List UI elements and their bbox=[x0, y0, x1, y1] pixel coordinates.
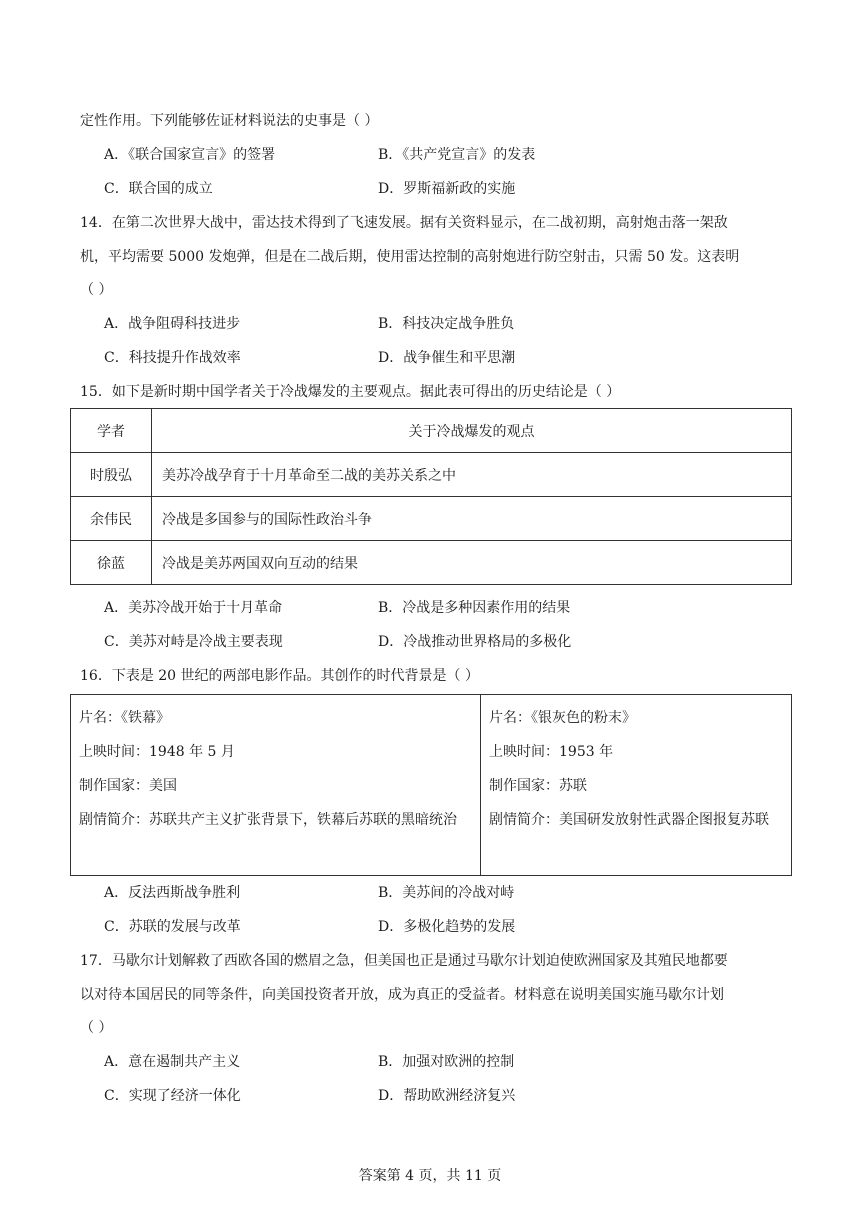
q17-option-c[interactable]: C．实现了经济一体化 bbox=[104, 1088, 241, 1104]
q15-table bbox=[70, 408, 792, 585]
q14-option-c[interactable]: C．科技提升作战效率 bbox=[104, 350, 241, 366]
q15-option-a[interactable]: A．美苏冷战开始于十月革命 bbox=[104, 600, 283, 616]
page-footer: 答案第 4 页，共 11 页 bbox=[358, 1168, 502, 1184]
table-row bbox=[71, 453, 792, 497]
film-release-date: 上映时间：1948 年 5 月 bbox=[79, 744, 235, 760]
q15-stem: 15．如下是新时期中国学者关于冷战爆发的主要观点。据此表可得出的历史结论是（ ） bbox=[80, 384, 621, 400]
q16-option-b[interactable]: B．美苏间的冷战对峙 bbox=[378, 885, 515, 901]
table-header-row bbox=[71, 409, 792, 453]
q14-stem-line-1: 14．在第二次世界大战中，雷达技术得到了飞速发展。据有关资料显示，在二战初期，高射炮击落一架敌 bbox=[80, 215, 728, 231]
q16-film-table bbox=[70, 694, 792, 876]
table-cell-viewpoint: 冷战是多国参与的国际性政治斗争 bbox=[152, 497, 792, 541]
table-cell-scholar: 余伟民 bbox=[71, 497, 152, 541]
table-cell-scholar: 徐蓝 bbox=[71, 541, 152, 585]
film-cell-silver-powder bbox=[481, 695, 791, 875]
q16-option-a[interactable]: A．反法西斯战争胜利 bbox=[104, 885, 241, 901]
q14-option-d[interactable]: D．战争催生和平思潮 bbox=[378, 350, 516, 366]
film-name: 片名：《银灰色的粉末》 bbox=[489, 710, 636, 726]
q16-option-d[interactable]: D．多极化趋势的发展 bbox=[378, 919, 516, 935]
film-cell-iron-curtain bbox=[71, 695, 481, 875]
table-cell-viewpoint: 美苏冷战孕育于十月革命至二战的美苏关系之中 bbox=[152, 453, 792, 497]
q14-stem-line-3: （ ） bbox=[80, 282, 113, 298]
q17-option-b[interactable]: B．加强对欧洲的控制 bbox=[378, 1054, 515, 1070]
q16-option-c[interactable]: C．苏联的发展与改革 bbox=[104, 919, 241, 935]
q17-option-d[interactable]: D．帮助欧洲经济复兴 bbox=[378, 1088, 516, 1104]
q17-stem-line-2: 以对待本国居民的同等条件，向美国投资者开放，成为真正的受益者。材料意在说明美国实施马歇尔计划 bbox=[80, 987, 724, 1003]
film-plot: 剧情简介：美国研发放射性武器企图报复苏联 bbox=[489, 812, 769, 828]
q13-option-d[interactable]: D．罗斯福新政的实施 bbox=[378, 181, 516, 197]
film-country: 制作国家：美国 bbox=[79, 778, 177, 794]
table-row bbox=[71, 541, 792, 585]
q13-option-a[interactable]: A．《联合国家宣言》的签署 bbox=[104, 147, 276, 163]
film-plot: 剧情简介：苏联共产主义扩张背景下，铁幕后苏联的黑暗统治 bbox=[79, 812, 457, 828]
table-cell-viewpoint: 冷战是美苏两国双向互动的结果 bbox=[152, 541, 792, 585]
q15-option-d[interactable]: D．冷战推动世界格局的多极化 bbox=[378, 634, 572, 650]
q17-stem-line-3: （ ） bbox=[80, 1020, 113, 1036]
q15-option-c[interactable]: C．美苏对峙是冷战主要表现 bbox=[104, 634, 283, 650]
q14-option-a[interactable]: A．战争阻碍科技进步 bbox=[104, 316, 241, 332]
q13-option-c[interactable]: C．联合国的成立 bbox=[104, 181, 213, 197]
film-release-date: 上映时间：1953 年 bbox=[489, 744, 614, 760]
q13-stem-tail: 定性作用。下列能够佐证材料说法的史事是（ ） bbox=[80, 113, 379, 129]
table-row bbox=[71, 497, 792, 541]
q16-stem: 16．下表是 20 世纪的两部电影作品。其创作的时代背景是（ ） bbox=[80, 668, 479, 684]
table-header-scholar: 学者 bbox=[71, 409, 152, 453]
q17-stem-line-1: 17．马歇尔计划解救了西欧各国的燃眉之急，但美国也正是通过马歇尔计划迫使欧洲国家及其殖民地都要 bbox=[80, 953, 728, 969]
table-header-viewpoint: 关于冷战爆发的观点 bbox=[152, 409, 792, 453]
q14-stem-line-2: 机，平均需要 5000 发炮弹，但是在二战后期，使用雷达控制的高射炮进行防空射击，只需 50 发。这表明 bbox=[80, 249, 740, 265]
q13-option-b[interactable]: B．《共产党宣言》的发表 bbox=[378, 147, 536, 163]
q17-option-a[interactable]: A．意在遏制共产主义 bbox=[104, 1054, 241, 1070]
q15-option-b[interactable]: B．冷战是多种因素作用的结果 bbox=[378, 600, 571, 616]
table-cell-scholar: 时殷弘 bbox=[71, 453, 152, 497]
film-country: 制作国家：苏联 bbox=[489, 778, 587, 794]
film-name: 片名：《铁幕》 bbox=[79, 710, 170, 726]
q14-option-b[interactable]: B．科技决定战争胜负 bbox=[378, 316, 515, 332]
